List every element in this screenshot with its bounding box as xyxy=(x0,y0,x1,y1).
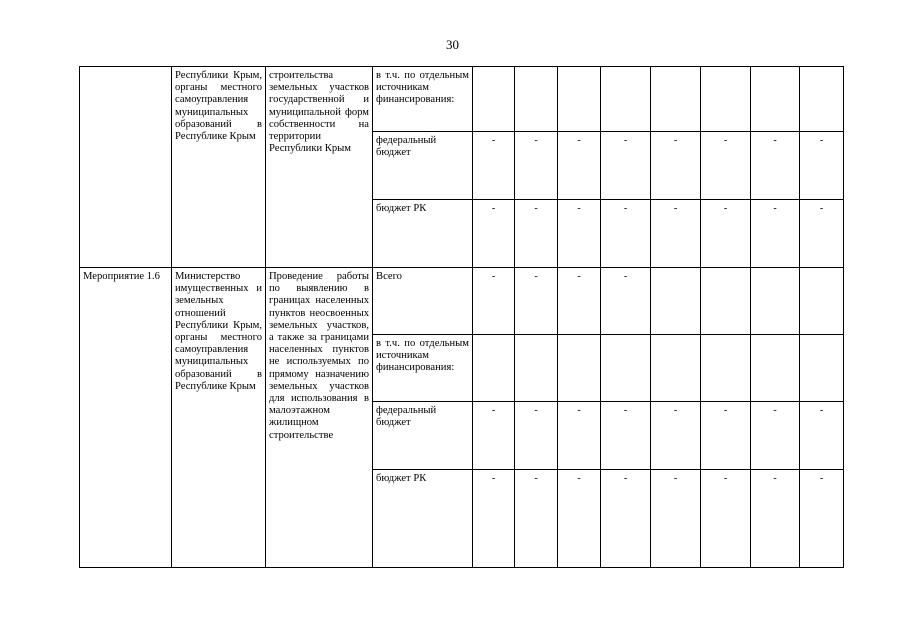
value-cell: - xyxy=(751,470,800,568)
value-cell: - xyxy=(473,268,515,335)
value-cell: - xyxy=(800,470,844,568)
value-cell: - xyxy=(651,470,701,568)
value-cell: - xyxy=(751,402,800,470)
value-cell: - xyxy=(515,470,558,568)
source-label: бюджет РК xyxy=(373,470,473,568)
page-number: 30 xyxy=(446,37,459,52)
value-cell: - xyxy=(558,200,601,268)
value-cell: - xyxy=(558,268,601,335)
value-cell: - xyxy=(751,132,800,200)
value-cell: - xyxy=(601,132,651,200)
source-label: федеральный бюджет xyxy=(373,132,473,200)
source-label: в т.ч. по отдельным источникам финансирования: xyxy=(373,67,473,132)
value-cell: - xyxy=(558,402,601,470)
source-label: Всего xyxy=(373,268,473,335)
value-cell: - xyxy=(473,200,515,268)
value-cell: - xyxy=(601,470,651,568)
measure-cell: Мероприятие 1.6 xyxy=(80,268,172,568)
value-cell: - xyxy=(515,200,558,268)
table-row xyxy=(80,67,844,132)
value-cell: - xyxy=(651,200,701,268)
value-cell: - xyxy=(751,200,800,268)
executor-cell: Республики Крым, органы местного самоуправления муниципальных образований в Республике Крым xyxy=(172,67,266,268)
measure-cell xyxy=(80,67,172,268)
value-cell: - xyxy=(558,132,601,200)
value-cell: - xyxy=(515,132,558,200)
value-cell: - xyxy=(651,402,701,470)
value-cell: - xyxy=(701,200,751,268)
value-cell: - xyxy=(701,132,751,200)
content-cell: Проведение работы по выявлению в границах населенных пунктов неосвоенных земельных участков, а также за границами населенных пунктов не используемых по прямому назначению земельных участков для использования в малоэтажном жилищном строительстве xyxy=(266,268,373,568)
financing-table xyxy=(79,66,844,568)
content-cell: строительства земельных участков государственной и муниципальной форм собственности на территории Республики Крым xyxy=(266,67,373,268)
value-cell: - xyxy=(701,402,751,470)
value-cell: - xyxy=(651,132,701,200)
source-label: бюджет РК xyxy=(373,200,473,268)
source-label: федеральный бюджет xyxy=(373,402,473,470)
value-cell: - xyxy=(701,470,751,568)
value-cell: - xyxy=(601,200,651,268)
source-label: в т.ч. по отдельным источникам финансирования: xyxy=(373,335,473,402)
table-row xyxy=(80,268,844,335)
value-cell: - xyxy=(800,132,844,200)
value-cell: - xyxy=(473,470,515,568)
value-cell: - xyxy=(473,132,515,200)
executor-cell: Министерство имущественных и земельных отношений Республики Крым, органы местного самоуправления муниципальных образований в Республике Крым xyxy=(172,268,266,568)
value-cell: - xyxy=(473,402,515,470)
value-cell: - xyxy=(800,200,844,268)
value-cell: - xyxy=(515,268,558,335)
value-cell: - xyxy=(601,402,651,470)
value-cell: - xyxy=(515,402,558,470)
value-cell: - xyxy=(601,268,651,335)
value-cell: - xyxy=(558,470,601,568)
value-cell: - xyxy=(800,402,844,470)
